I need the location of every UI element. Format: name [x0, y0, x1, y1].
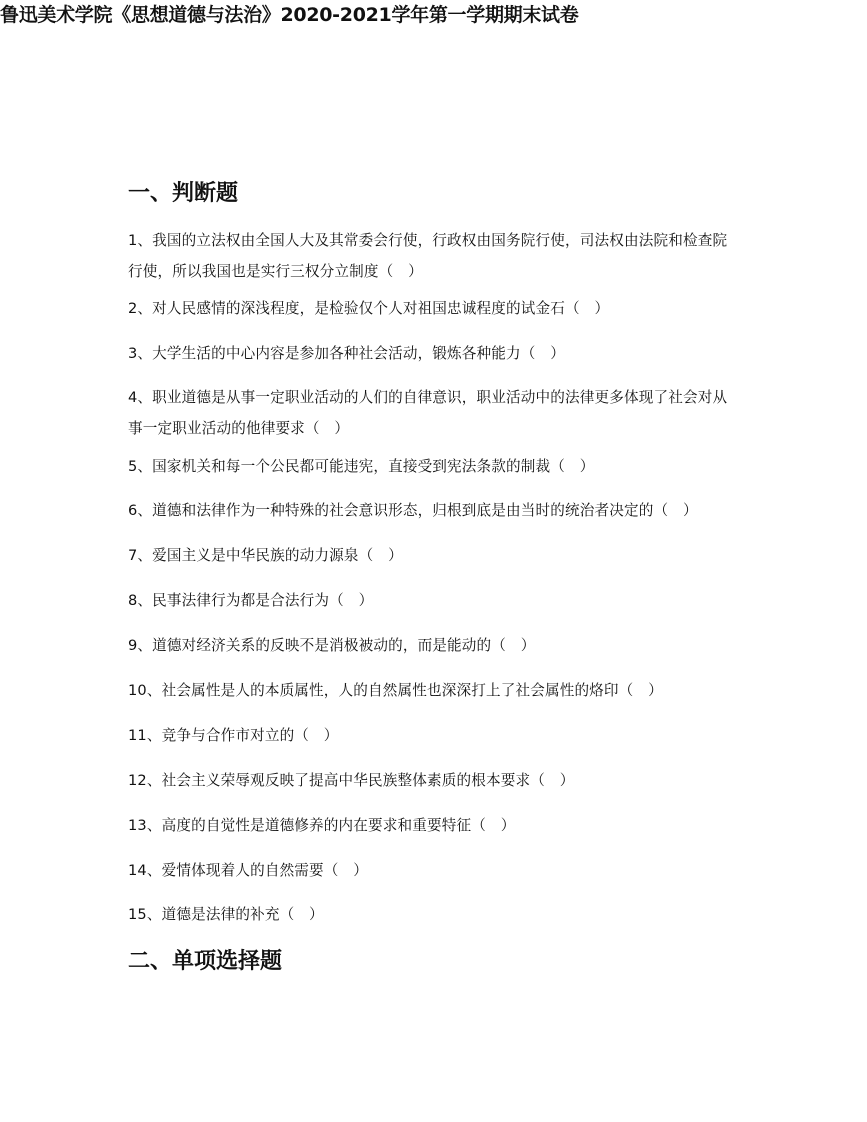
question-2: 2、对人民感情的深浅程度，是检验仅个人对祖国忠诚程度的试金石（ ）: [128, 300, 610, 317]
question-3: 3、大学生活的中心内容是参加各种社会活动，锻炼各种能力（ ）: [128, 345, 566, 362]
section-heading-true-false: 一、判断题: [128, 181, 239, 206]
question-13: 13、高度的自觉性是道德修养的内在要求和重要特征（ ）: [128, 817, 516, 834]
question-5: 5、国家机关和每一个公民都可能违宪，直接受到宪法条款的制裁（ ）: [128, 458, 595, 475]
question-15: 15、道德是法律的补充（ ）: [128, 906, 324, 923]
question-14: 14、爱情体现着人的自然需要（ ）: [128, 862, 369, 879]
question-4: 4、职业道德是从事一定职业活动的人们的自律意识，职业活动中的法律更多体现了社会对从事一定职业活动的他律要求（ ）: [128, 389, 728, 437]
question-7: 7、爱国主义是中华民族的动力源泉（ ）: [128, 547, 403, 564]
question-1: 1、我国的立法权由全国人大及其常委会行使，行政权由国务院行使，司法权由法院和检查院行使，所以我国也是实行三权分立制度（ ）: [128, 232, 728, 280]
question-11: 11、竞争与合作市对立的（ ）: [128, 727, 339, 744]
section-heading-single-choice: 二、单项选择题: [128, 949, 283, 974]
question-8: 8、民事法律行为都是合法行为（ ）: [128, 592, 374, 609]
question-6: 6、道德和法律作为一种特殊的社会意识形态，归根到底是由当时的统治者决定的（ ）: [128, 502, 698, 519]
question-12: 12、社会主义荣辱观反映了提高中华民族整体素质的根本要求（ ）: [128, 772, 575, 789]
question-9: 9、道德对经济关系的反映不是消极被动的，而是能动的（ ）: [128, 637, 536, 654]
document-title: 鲁迅美术学院《思想道德与法治》2020-2021学年第一学期期末试卷: [0, 4, 579, 26]
question-10: 10、社会属性是人的本质属性，人的自然属性也深深打上了社会属性的烙印（ ）: [128, 682, 663, 699]
